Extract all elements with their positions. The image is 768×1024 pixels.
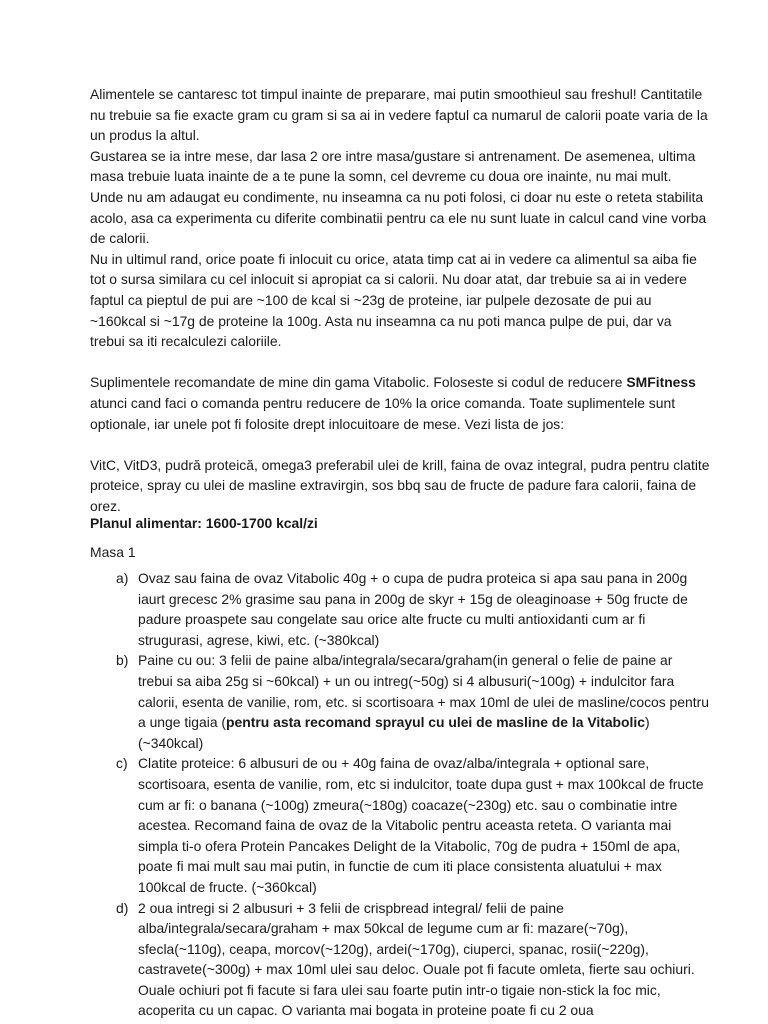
list-item-text: ) (~340kcal) [138, 714, 650, 751]
list-item [90, 650, 710, 753]
list-item-text: Clatite proteice: 6 albusuri de ou + 40g faina de ovaz/alba/integrala + optional sare, scortisoara, esenta de vanilie, rom, etc si indulcitor, toate dupa gust + max 100kcal de fructe cum ar fi: o banana (~100g) zmeura(~180g) coacaze(~230g) etc. sau o combinatie intre acestea. Recomand faina de ovaz de la Vitabolic pentru aceasta reteta. O varianta mai simpla ti-o ofera Protein Pancakes Delight de la Vitabolic, 70g de pudra + 150ml de apa, poate fi mai mult sau mai putin, in functie de cum iti place consistenta aluatului + max 100kcal de fructe. (~360kcal) [138, 755, 704, 895]
discount-code: SMFitness [626, 374, 696, 391]
intro-paragraph-weighing: Alimentele se cantaresc tot timpul inainte de preparare, mai putin smoothieul sau freshul! Cantitatile nu trebuie sa fie exacte gram cu gram si sa ai in vedere faptul ca numarul de calorii poate varia de la un produs la altul. [90, 86, 708, 144]
supplements-text-start: Suplimentele recomandate de mine din gama Vitabolic. Foloseste si codul de reducere [90, 374, 627, 391]
list-marker: a) [116, 570, 129, 586]
list-item [90, 898, 710, 1022]
list-marker: d) [116, 899, 129, 916]
list-item [90, 568, 710, 650]
list-item-text: Ovaz sau faina de ovaz Vitabolic 40g + o cupa de pudra proteica si apa sau pana in 200g iaurt grecesc 2% grasime sau pana in 200g de skyr + 15g de oleaginoase + 50g fructe de padure proaspete sau congelate sau orice alte fructe cu multi antioxidanti cum ar fi strugurasi, agrese, kiwi, etc. (~380kcal) [138, 570, 688, 648]
list-item-text: Paine cu ou: 3 felii de paine alba/integrala/secara/graham(in general o felie de paine ar trebui sa aiba 25g si ~60kcal) + un ou intreg(~50g) si 4 albusuri(~100g) + indulcitor fara calorii, esenta de vanilie, rom, etc. si scortisoara + max 10ml de ulei de masline/cocos pentru a unge tigaia ( [138, 652, 709, 731]
list-item [90, 753, 710, 897]
supplements-paragraph [90, 372, 710, 434]
list-item-text: 2 oua intregi si 2 albusuri + 3 felii de crispbread integral/ felii de paine alba/integrala/secara/graham + max 50kcal de legume cum ar fi: mazare(~70g), sfecla(~110g), ceapa, morcov(~120g), ardei(~170g), ciuperci, spanac, rosii(~220g), castravete(~300g) + max 10ml ulei sau deloc. Ouale pot fi facute omleta, fierte sau ochiuri. Ouale ochiuri pot fi facute si fara ulei sau foarte putin intr-o tigaie non-stick la foc mic, acoperita cu un capac. O varianta mai bogata in proteine poate fi cu 2 oua [138, 899, 695, 1019]
supplements-list: VitC, VitD3, pudră proteică, omega3 preferabil ulei de krill, faina de ovaz integral, pudra pentru clatite proteice, spray cu ulei de masline extravirgin, sos bbq sau de fructe de padure fara calorii, faina de orez. [90, 456, 710, 514]
spacer [90, 434, 710, 455]
meal-label: Masa 1 [90, 544, 136, 560]
list-marker: c) [116, 755, 128, 772]
intro-paragraph-snack-timing: Gustarea se ia intre mese, dar lasa 2 ore intre masa/gustare si antrenament. De asemenea, ultima masa trebuie luata inainte de a te pune la somn, cel devreme cu doua ore inainte, nu mai mult. [90, 147, 696, 185]
list-marker: b) [116, 652, 129, 669]
list-item-emphasis: pentru asta recomand sprayul cu ulei de masline de la Vitabolic [226, 714, 645, 731]
meal-options-list [90, 568, 710, 1021]
intro-paragraph-substitutions: Nu in ultimul rand, orice poate fi inlocuit cu orice, atata timp cat ai in vedere ca alimentul sa aiba fie tot o sursa similara cu cel inlocuit si apropiat ca si calorii. Nu doar atat, dar trebuie sa ai in vedere faptul ca pieptul de pui are ~100 de kcal si ~23g de proteine, iar pulpele dezosate de pui au ~160kcal si ~17g de proteine la 100g. Asta nu inseamna ca nu poti manca pulpe de pui, dar va trebui sa iti recalculezi caloriile. [90, 250, 697, 350]
plan-title: Planul alimentar: 1600-1700 kcal/zi [90, 515, 318, 531]
supplements-text-end: atunci cand faci o comanda pentru reducere de 10% la orice comanda. Toate suplimentele sunt optionale, iar unele pot fi folosite drept inlocuitoare de mese. Vezi lista de jos: [90, 394, 676, 432]
spacer [90, 352, 710, 373]
intro-paragraph-condiments: Unde nu am adaugat eu condimente, nu inseamna ca nu poti folosi, ci doar nu este o reteta stabilita acolo, asa ca experimenta cu diferite combinatii pentru ca ele nu sunt luate in calcul cand vine vorba de calorii. [90, 188, 707, 247]
intro-section [90, 84, 710, 516]
